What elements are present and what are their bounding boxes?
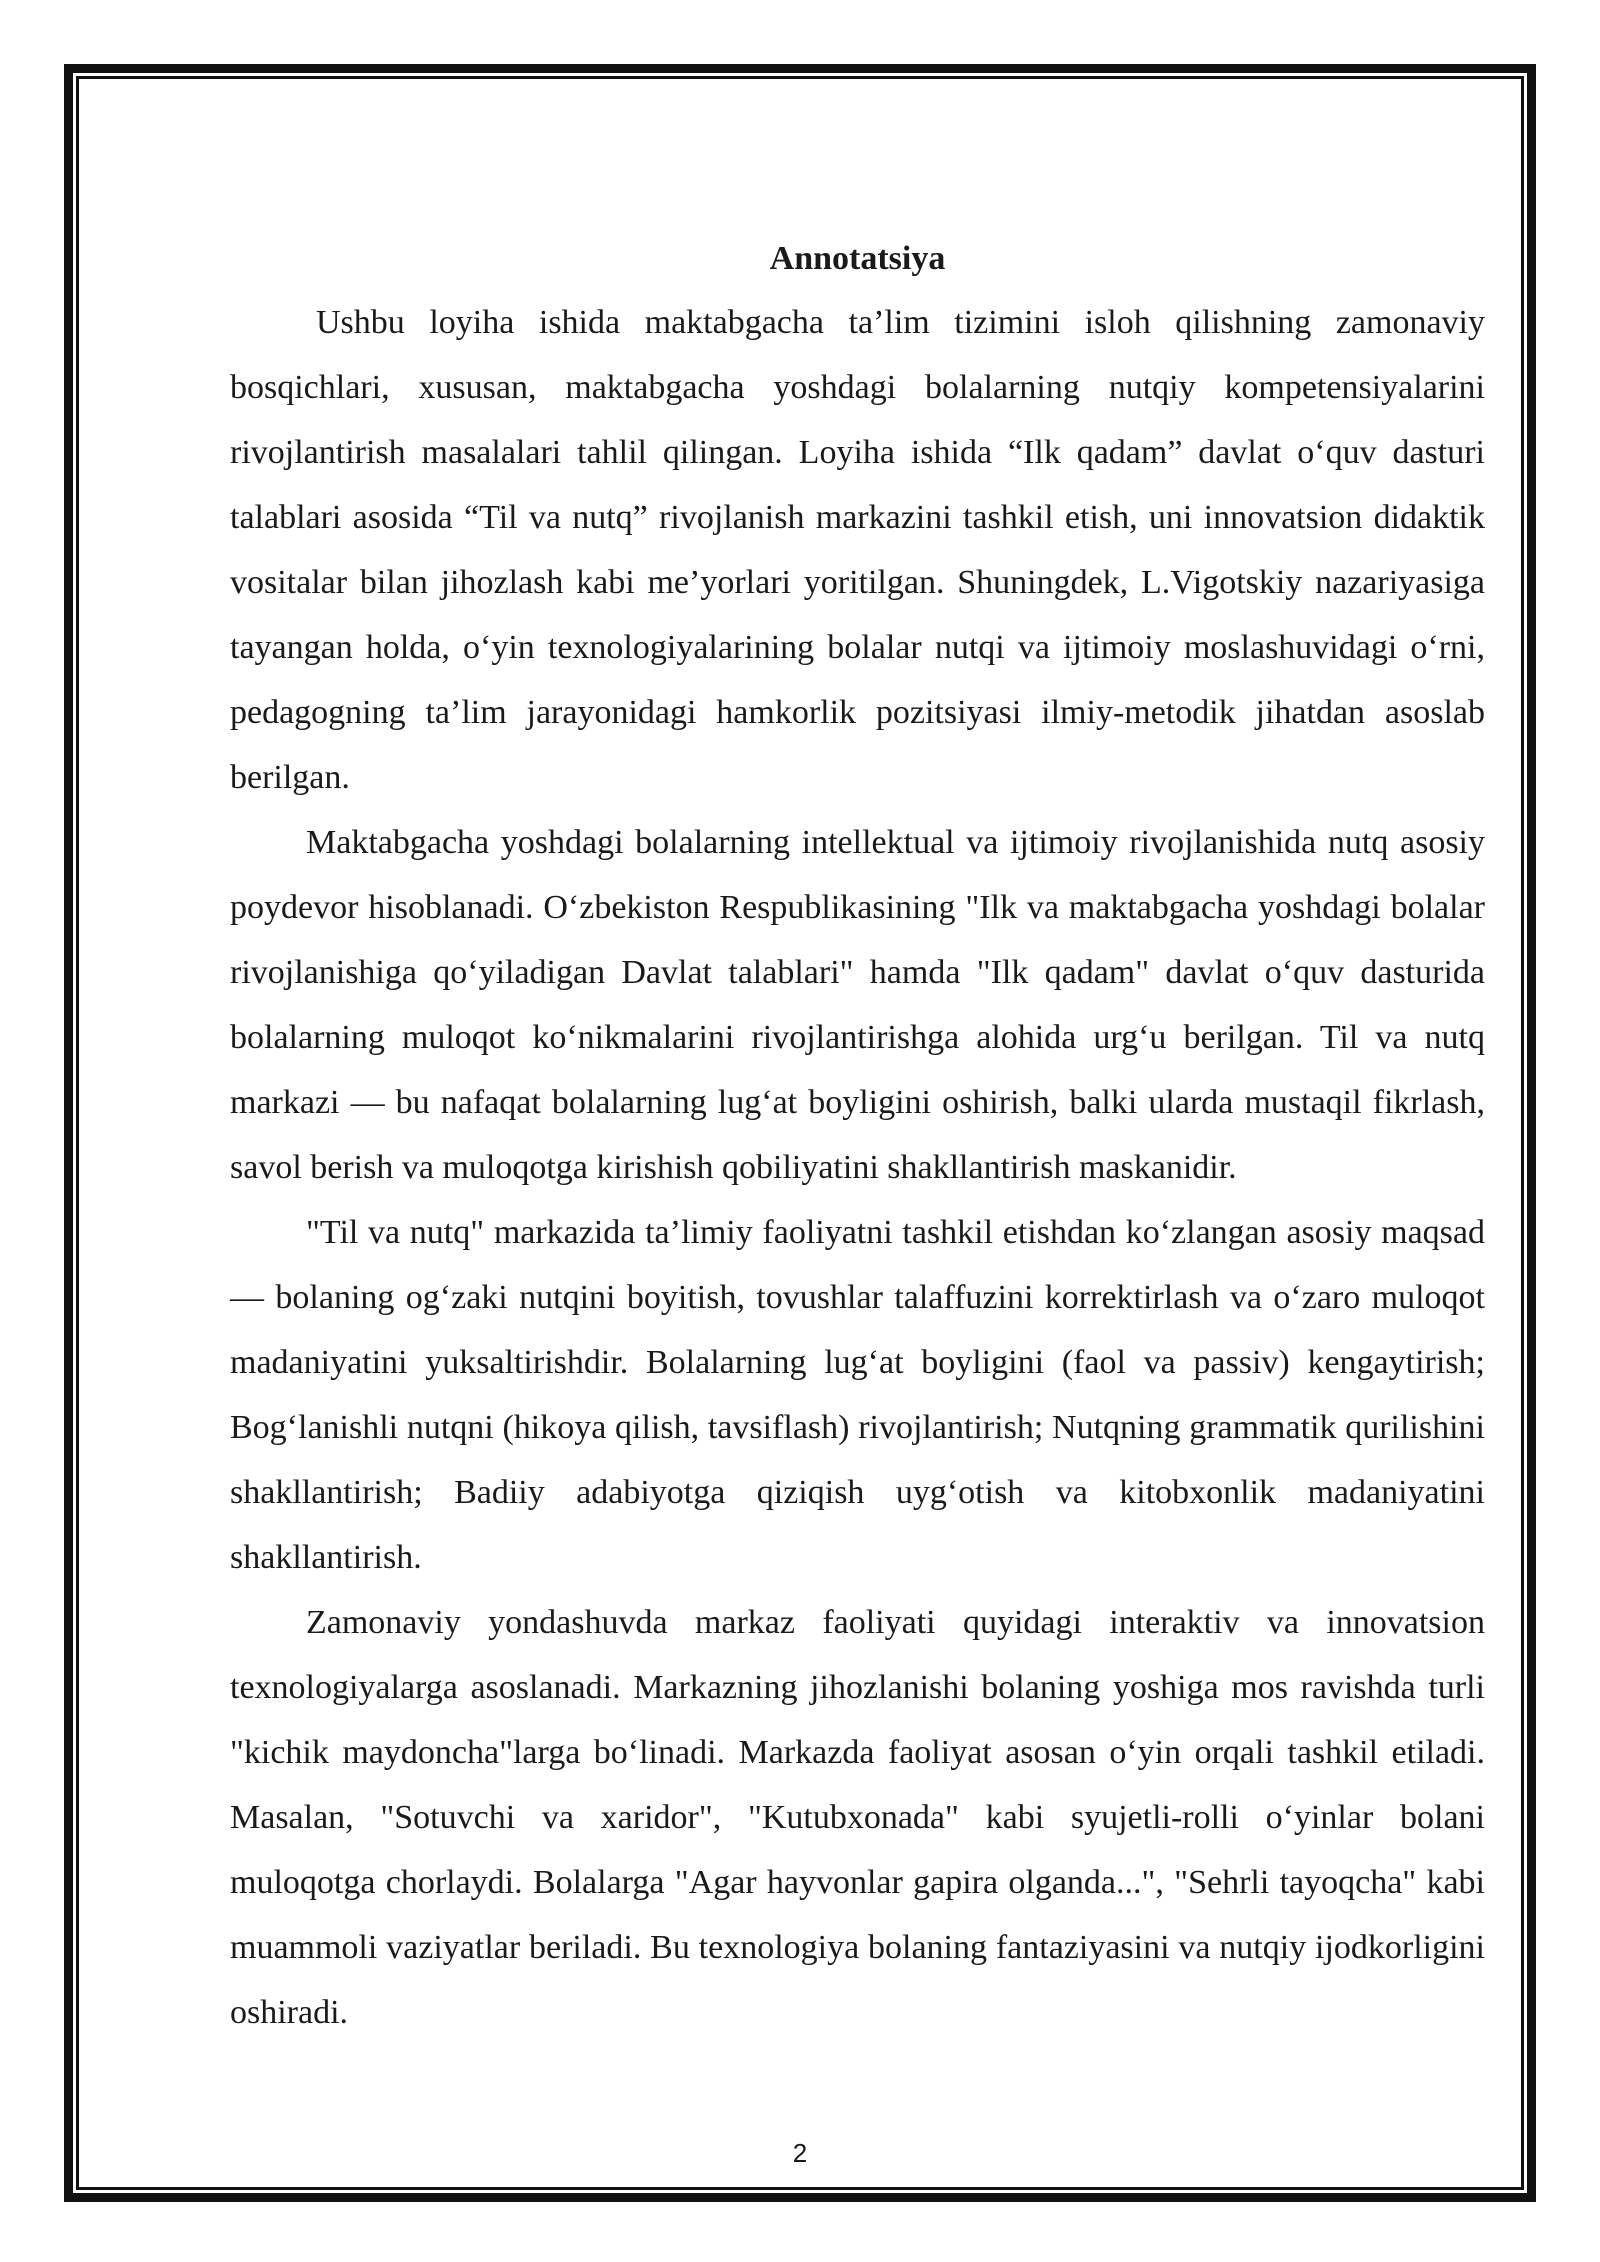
page-number: 2 [792, 2138, 808, 2168]
paragraph-2: Maktabgacha yoshdagi bolalarning intellektual va ijtimoiy rivojlanishida nutq asosiy poydevor hisoblanadi. O‘zbekiston Respublikasining "Ilk va maktabgacha yoshdagi bolalar rivojlanishiga qo‘yiladigan Davlat talablari" hamda "Ilk qadam" davlat o‘quv dasturida bolalarning muloqot ko‘nikmalarini rivojlantirishga alohida urg‘u berilgan. Til va nutq markazi — bu nafaqat bolalarning lug‘at boyligini oshirish, balki ularda mustaqil fikrlash, savol berish va muloqotga kirishish qobiliyatini shakllantirish maskanidir. [230, 824, 1485, 1186]
page-content [230, 228, 1485, 2045]
document-title: Annotatsiya [769, 240, 946, 277]
paragraph-1: Ushbu loyiha ishida maktabgacha ta’lim tizimini isloh qilishning zamonaviy bosqichlari, xususan, maktabgacha yoshdagi bolalarning nutqiy kompetensiyalarini rivojlantirish masalalari tahlil qilingan. Loyiha ishida “Ilk qadam” davlat o‘quv dasturi talablari asosida “Til va nutq” rivojlanish markazini tashkil etish, uni innovatsion didaktik vositalar bilan jihozlash kabi me’yorlari yoritilgan. Shuningdek, L.Vigotskiy nazariyasiga tayangan holda, o‘yin texnologiyalarining bolalar nutqi va ijtimoiy moslashuvidagi o‘rni, pedagogning ta’lim jarayonidagi hamkorlik pozitsiyasi ilmiy-metodik jihatdan asoslab berilgan. [230, 304, 1485, 796]
paragraph-4: Zamonaviy yondashuvda markaz faoliyati quyidagi interaktiv va innovatsion texnologiyalarga asoslanadi. Markazning jihozlanishi bolaning yoshiga mos ravishda turli "kichik maydoncha"larga bo‘linadi. Markazda faoliyat asosan o‘yin orqali tashkil etiladi. Masalan, "Sotuvchi va xaridor", "Kutubxonada" kabi syujetli-rolli o‘yinlar bolani muloqotga chorlaydi. Bolalarga "Agar hayvonlar gapira olganda...", "Sehrli tayoqcha" kabi muammoli vaziyatlar beriladi. Bu texnologiya bolaning fantaziyasini va nutqiy ijodkorligini oshiradi. [230, 1604, 1485, 2031]
paragraph-3: "Til va nutq" markazida ta’limiy faoliyatni tashkil etishdan ko‘zlangan asosiy maqsad — bolaning og‘zaki nutqini boyitish, tovushlar talaffuzini korrektirlash va o‘zaro muloqot madaniyatini yuksaltirishdir. Bolalarning lug‘at boyligini (faol va passiv) kengaytirish; Bog‘lanishli nutqni (hikoya qilish, tavsiflash) rivojlantirish; Nutqning grammatik qurilishini shakllantirish; Badiiy adabiyotga qiziqish uyg‘otish va kitobxonlik madaniyatini shakllantirish. [230, 1214, 1485, 1576]
